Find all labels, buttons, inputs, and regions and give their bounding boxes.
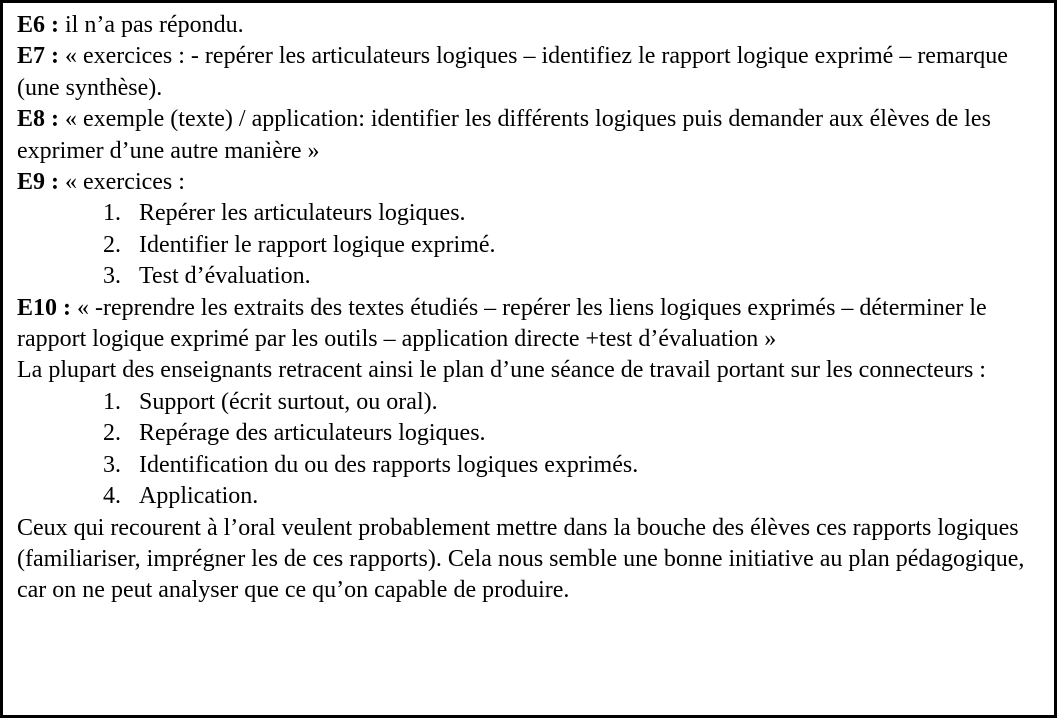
speaker-label-e9: E9 : — [17, 169, 59, 196]
list-item-text: Identification du ou des rapports logiques exprimés. — [139, 451, 639, 478]
list-item-text: Test d’évaluation. — [139, 263, 311, 290]
ordered-list-lesson-plan — [17, 387, 1039, 513]
paragraph-e6 — [17, 10, 1039, 41]
speaker-label-e10: E10 : — [17, 294, 71, 321]
paragraph-text: « exercices : - repérer les articulateurs logiques – identifiez le rapport logique exprimé – remarque (une synthèse). — [17, 43, 1008, 101]
list-item — [127, 261, 1039, 292]
paragraph-text: il n’a pas répondu. — [65, 12, 244, 38]
paragraph-text: « exemple (texte) / application: identifier les différents logiques puis demander aux élèves de les exprimer d’une autre manière » — [17, 106, 991, 164]
list-item — [127, 198, 1039, 229]
speaker-label-e8: E8 : — [17, 106, 59, 133]
list-item — [127, 387, 1039, 418]
paragraph-e9 — [17, 167, 1039, 198]
list-item-text: Repérer les articulateurs logiques. — [139, 200, 466, 227]
paragraph-e7 — [17, 41, 1039, 104]
list-item — [127, 450, 1039, 481]
paragraph-text: « exercices : — [65, 169, 185, 196]
list-item-text: Identifier le rapport logique exprimé. — [139, 231, 496, 258]
speaker-label-e7: E7 : — [17, 43, 59, 70]
ordered-list-e9-exercises — [17, 198, 1039, 292]
paragraph-e8 — [17, 104, 1039, 167]
paragraph-e10 — [17, 293, 1039, 356]
paragraph-text: Ceux qui recourent à l’oral veulent probablement mettre dans la bouche des élèves ces rapports logiques (familiariser, imprégner les de ces rapports). Cela nous semble une bonne initiative au plan pédagogique, car on ne peut analyser que ce qu’on capable de produire. — [17, 514, 1025, 604]
paragraph-commentary-2 — [17, 513, 1039, 607]
paragraph-text: La plupart des enseignants retracent ainsi le plan d’une séance de travail portant sur les connecteurs : — [17, 357, 986, 384]
paragraph-commentary-1 — [17, 355, 1039, 386]
list-item — [127, 481, 1039, 512]
list-item-text: Support (écrit surtout, ou oral). — [139, 388, 438, 415]
speaker-label-e6: E6 : — [17, 12, 59, 38]
list-item — [127, 418, 1039, 449]
list-item-text: Repérage des articulateurs logiques. — [139, 420, 486, 447]
list-item — [127, 230, 1039, 261]
paragraph-text: « -reprendre les extraits des textes étudiés – repérer les liens logiques exprimés – déterminer le rapport logique exprimé par les outils – application directe +test d’évaluation » — [17, 294, 987, 353]
list-item-text: Application. — [139, 483, 259, 510]
